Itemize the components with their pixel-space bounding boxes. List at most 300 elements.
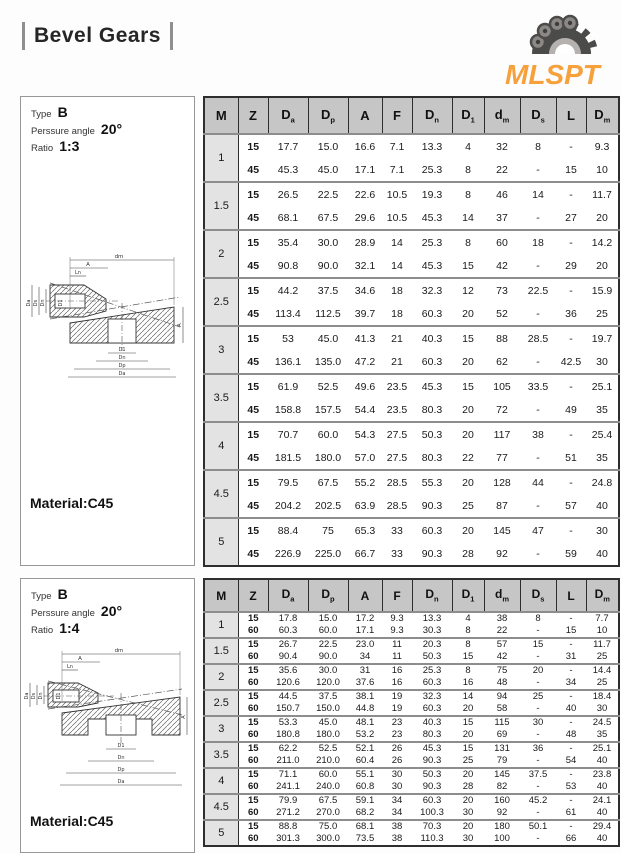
value-cell: 36 <box>520 742 556 755</box>
value-cell: 19 <box>391 703 403 714</box>
value-cell: 33.5 <box>520 374 556 398</box>
value-cell: 28.5 <box>386 499 408 512</box>
dim-dn-left: Dn <box>40 299 46 307</box>
dim-ds-left: Ds <box>33 299 39 307</box>
value-cell: 225.0 <box>314 547 342 560</box>
dim-da-left: Da <box>26 299 32 307</box>
value-cell: 50.3 <box>422 651 442 662</box>
value-cell: 90.3 <box>421 547 443 560</box>
col-header-l: L <box>556 579 586 612</box>
teeth-cell: 45 <box>247 307 260 320</box>
value-cell: 15 <box>462 651 474 662</box>
dim-dn: Dn <box>118 355 126 361</box>
value-cell: - <box>536 307 540 320</box>
value-cell: 23.8 <box>586 768 619 781</box>
value-cell: - <box>556 278 586 302</box>
module-cell: 5 <box>204 518 238 566</box>
dim-dm: dm <box>114 648 124 654</box>
value-cell: 4 <box>452 612 484 625</box>
value-cell: 271.2 <box>276 807 300 818</box>
table-row <box>204 625 619 638</box>
value-cell: 40 <box>596 547 608 560</box>
value-cell: 150.7 <box>276 703 300 714</box>
table-row <box>204 230 619 254</box>
value-cell: 10 <box>596 163 608 176</box>
value-cell: 22 <box>496 163 508 176</box>
value-cell: 270.0 <box>316 807 340 818</box>
value-cell: 25.3 <box>412 664 452 677</box>
col-header-a: A <box>348 97 382 134</box>
value-cell: 17.2 <box>348 612 382 625</box>
value-cell: 26 <box>391 755 403 766</box>
value-cell: 24.8 <box>586 470 619 494</box>
value-cell: 38.1 <box>348 690 382 703</box>
teeth-cell: 60 <box>247 781 259 792</box>
module-cell: 1.5 <box>204 182 238 230</box>
value-cell: 60.0 <box>318 625 338 636</box>
value-cell: 17.8 <box>268 612 308 625</box>
value-cell: 15 <box>462 259 474 272</box>
value-cell: 44.8 <box>355 703 375 714</box>
value-cell: 226.9 <box>274 547 302 560</box>
col-header-dp: $D_p$ <box>308 97 348 134</box>
dim-da-left: Da <box>24 692 30 700</box>
value-cell: 49.6 <box>348 374 382 398</box>
value-cell: 90.3 <box>422 781 442 792</box>
value-cell: 45.2 <box>520 794 556 807</box>
value-cell: 34 <box>565 677 577 688</box>
value-cell: 4 <box>452 134 484 158</box>
value-cell: 180.0 <box>316 729 340 740</box>
value-cell: 58 <box>496 703 508 714</box>
value-cell: 45.3 <box>421 259 443 272</box>
value-cell: 31 <box>348 664 382 677</box>
value-cell: 60 <box>484 230 520 254</box>
value-cell: 67.5 <box>308 794 348 807</box>
value-cell: 16 <box>391 677 403 688</box>
value-cell: 20 <box>596 211 608 224</box>
value-cell: 90.3 <box>422 755 442 766</box>
value-cell: 44 <box>520 470 556 494</box>
value-cell: - <box>556 326 586 350</box>
bevel-gear-drawing <box>22 247 193 387</box>
value-cell: - <box>556 638 586 651</box>
ratio-label: Ratio <box>31 625 54 636</box>
value-cell: - <box>536 833 540 844</box>
value-cell: 12 <box>452 278 484 302</box>
value-cell: 20 <box>462 703 474 714</box>
teeth-cell: 60 <box>247 651 259 662</box>
value-cell: 8 <box>520 134 556 158</box>
module-cell: 1 <box>204 134 238 182</box>
value-cell: 160 <box>484 794 520 807</box>
value-cell: 20 <box>452 470 484 494</box>
value-cell: 48 <box>496 677 508 688</box>
value-cell: - <box>556 690 586 703</box>
value-cell: 45.3 <box>412 374 452 398</box>
value-cell: 30 <box>462 833 474 844</box>
value-cell: 36 <box>565 307 577 320</box>
value-cell: 44.2 <box>268 278 308 302</box>
value-cell: 11.7 <box>586 638 619 651</box>
value-cell: 14 <box>520 182 556 206</box>
value-cell: 60.4 <box>355 755 375 766</box>
pressure-angle-label: Perssure angle <box>31 608 95 619</box>
value-cell: 65.3 <box>348 518 382 542</box>
table-row <box>204 638 619 651</box>
ratio-label: Ratio <box>31 143 54 154</box>
col-header-dn: $D_n$ <box>412 97 452 134</box>
value-cell: 38 <box>391 833 403 844</box>
value-cell: 8 <box>452 182 484 206</box>
spec-info <box>31 587 122 638</box>
value-cell: 22 <box>462 451 474 464</box>
brand-logo <box>503 10 615 88</box>
value-cell: 59 <box>565 547 577 560</box>
col-header-z: Z <box>238 579 268 612</box>
value-cell: 9.3 <box>586 134 619 158</box>
value-cell: 150.0 <box>316 703 340 714</box>
value-cell: 60.3 <box>421 355 443 368</box>
dim-d1: D1 <box>117 743 125 749</box>
value-cell: 70.7 <box>268 422 308 446</box>
value-cell: 16 <box>382 664 412 677</box>
value-cell: 42 <box>496 259 508 272</box>
value-cell: 67.5 <box>317 211 339 224</box>
value-cell: 40 <box>596 755 608 766</box>
module-cell: 3 <box>204 326 238 374</box>
value-cell: 25 <box>596 677 608 688</box>
value-cell: 24.1 <box>586 794 619 807</box>
value-cell: 15.9 <box>586 278 619 302</box>
value-cell: 120.6 <box>276 677 300 688</box>
table-row <box>204 807 619 820</box>
value-cell: 15 <box>565 625 577 636</box>
value-cell: 73.5 <box>355 833 375 844</box>
value-cell: 32.1 <box>354 259 376 272</box>
table-row <box>204 690 619 703</box>
module-cell: 4 <box>204 422 238 470</box>
table-row <box>204 716 619 729</box>
value-cell: 88.8 <box>268 820 308 833</box>
value-cell: 180.0 <box>314 451 342 464</box>
value-cell: 59.1 <box>348 794 382 807</box>
value-cell: 66 <box>565 833 577 844</box>
value-cell: 66.7 <box>354 547 376 560</box>
col-header-ds: $D_s$ <box>520 97 556 134</box>
dim-ln: Ln <box>67 664 73 670</box>
value-cell: 135.0 <box>314 355 342 368</box>
type-label: Type <box>31 591 52 602</box>
value-cell: 29.6 <box>354 211 376 224</box>
value-cell: 40.3 <box>412 326 452 350</box>
module-cell: 1.5 <box>204 638 238 664</box>
teeth-cell: 60 <box>247 703 259 714</box>
table-row <box>204 158 619 182</box>
teeth-cell: 15 <box>238 182 268 206</box>
value-cell: 204.2 <box>274 499 302 512</box>
value-cell: 19 <box>382 690 412 703</box>
table-row <box>204 254 619 278</box>
teeth-cell: 45 <box>247 163 260 176</box>
table-row <box>204 755 619 768</box>
value-cell: 181.5 <box>274 451 302 464</box>
value-cell: 158.8 <box>274 403 302 416</box>
value-cell: 145 <box>484 768 520 781</box>
value-cell: 45.0 <box>308 716 348 729</box>
value-cell: 16 <box>462 677 474 688</box>
value-cell: 55.1 <box>348 768 382 781</box>
col-header-dp: $D_p$ <box>308 579 348 612</box>
value-cell: 35 <box>596 451 608 464</box>
value-cell: 29.4 <box>586 820 619 833</box>
value-cell: 45.3 <box>421 211 443 224</box>
value-cell: 32 <box>484 134 520 158</box>
table-row <box>204 820 619 833</box>
value-cell: 61 <box>565 807 577 818</box>
value-cell: 30 <box>382 768 412 781</box>
col-header-dn: $D_n$ <box>412 579 452 612</box>
value-cell: 20 <box>462 355 474 368</box>
value-cell: 53.3 <box>268 716 308 729</box>
value-cell: 10 <box>596 625 608 636</box>
pressure-angle-value: 20° <box>100 121 123 137</box>
teeth-cell: 60 <box>247 755 259 766</box>
value-cell: 42.5 <box>560 355 582 368</box>
value-cell: 53 <box>565 781 577 792</box>
module-cell: 5 <box>204 820 238 846</box>
value-cell: - <box>556 612 586 625</box>
teeth-cell: 15 <box>238 422 268 446</box>
col-header-f: F <box>382 579 412 612</box>
value-cell: 73 <box>484 278 520 302</box>
teeth-cell: 60 <box>247 833 259 844</box>
value-cell: 75.0 <box>308 820 348 833</box>
value-cell: 27.5 <box>386 451 408 464</box>
table-row <box>204 470 619 494</box>
value-cell: 35 <box>596 729 608 740</box>
col-header-m: M <box>204 579 238 612</box>
value-cell: 45.0 <box>308 326 348 350</box>
value-cell: 54 <box>565 755 577 766</box>
col-header-dm: $D_m$ <box>586 97 619 134</box>
value-cell: 88.4 <box>268 518 308 542</box>
value-cell: 8 <box>452 230 484 254</box>
value-cell: 68.1 <box>348 820 382 833</box>
value-cell: 57.0 <box>354 451 376 464</box>
table-header-row <box>204 579 619 612</box>
module-cell: 1 <box>204 612 238 638</box>
value-cell: 7.1 <box>389 163 405 176</box>
value-cell: 25.3 <box>412 230 452 254</box>
value-cell: 48 <box>565 729 577 740</box>
value-cell: 31 <box>565 651 577 662</box>
dim-da: Da <box>118 371 126 377</box>
table-row <box>204 134 619 158</box>
value-cell: 94 <box>484 690 520 703</box>
value-cell: 20 <box>462 307 474 320</box>
value-cell: 32.3 <box>412 690 452 703</box>
module-cell: 2.5 <box>204 690 238 716</box>
module-cell: 4 <box>204 768 238 794</box>
table-row <box>204 794 619 807</box>
teeth-cell: 60 <box>247 677 259 688</box>
value-cell: 30.3 <box>422 625 442 636</box>
spec-panel-ratio-1-4 <box>20 578 195 853</box>
value-cell: 120.0 <box>316 677 340 688</box>
value-cell: 46 <box>484 182 520 206</box>
value-cell: 52.5 <box>308 742 348 755</box>
col-header-dm: $d_m$ <box>484 97 520 134</box>
value-cell: 42 <box>496 651 508 662</box>
value-cell: 27.5 <box>382 422 412 446</box>
value-cell: 57 <box>565 499 577 512</box>
value-cell: 28 <box>462 547 474 560</box>
value-cell: - <box>536 163 540 176</box>
value-cell: 18 <box>391 307 403 320</box>
dim-da: Da <box>117 779 125 785</box>
value-cell: 60.3 <box>412 794 452 807</box>
teeth-cell: 45 <box>247 451 260 464</box>
value-cell: 53.2 <box>355 729 375 740</box>
value-cell: 90.0 <box>318 651 338 662</box>
dim-ds-left: Ds <box>31 692 37 700</box>
teeth-cell: 15 <box>238 326 268 350</box>
value-cell: 11 <box>382 638 412 651</box>
dim-a-right: A <box>181 715 187 719</box>
value-cell: 52 <box>496 307 508 320</box>
value-cell: 50.3 <box>412 422 452 446</box>
value-cell: - <box>556 820 586 833</box>
value-cell: 20 <box>452 422 484 446</box>
module-cell: 2 <box>204 664 238 690</box>
value-cell: 20 <box>452 794 484 807</box>
value-cell: 53 <box>268 326 308 350</box>
table-row <box>204 729 619 742</box>
value-cell: 18 <box>382 278 412 302</box>
value-cell: 60.3 <box>278 625 298 636</box>
value-cell: - <box>556 422 586 446</box>
value-cell: 60.3 <box>422 677 442 688</box>
module-cell: 4.5 <box>204 470 238 518</box>
value-cell: 60.3 <box>421 307 443 320</box>
table-row <box>204 664 619 677</box>
dim-d1: D1 <box>118 347 126 353</box>
value-cell: - <box>536 651 540 662</box>
value-cell: 61.9 <box>268 374 308 398</box>
value-cell: 23.5 <box>382 374 412 398</box>
value-cell: 79.9 <box>268 794 308 807</box>
value-cell: 41.3 <box>348 326 382 350</box>
value-cell: 25.3 <box>421 163 443 176</box>
value-cell: 30.0 <box>308 230 348 254</box>
value-cell: - <box>556 518 586 542</box>
table-row <box>204 742 619 755</box>
value-cell: 60.0 <box>308 768 348 781</box>
teeth-cell: 15 <box>238 278 268 302</box>
value-cell: 20 <box>520 664 556 677</box>
value-cell: 90.0 <box>317 259 339 272</box>
value-cell: 13.3 <box>412 612 452 625</box>
value-cell: 68.2 <box>355 807 375 818</box>
value-cell: 90.3 <box>421 499 443 512</box>
col-header-da: $D_a$ <box>268 97 308 134</box>
value-cell: 20 <box>452 768 484 781</box>
value-cell: 25 <box>462 755 474 766</box>
value-cell: 300.0 <box>316 833 340 844</box>
value-cell: 25 <box>520 690 556 703</box>
value-cell: 79.5 <box>268 470 308 494</box>
value-cell: 19.3 <box>412 182 452 206</box>
bevel-gear-table-ratio-1-3 <box>203 96 620 567</box>
value-cell: 57 <box>484 638 520 651</box>
value-cell: 25 <box>596 307 608 320</box>
value-cell: 145 <box>484 518 520 542</box>
value-cell: - <box>536 211 540 224</box>
module-cell: 2 <box>204 230 238 278</box>
value-cell: 15.0 <box>308 134 348 158</box>
value-cell: 47 <box>520 518 556 542</box>
value-cell: 40.3 <box>412 716 452 729</box>
teeth-cell: 15 <box>238 638 268 651</box>
value-cell: 10.5 <box>382 182 412 206</box>
col-header-f: F <box>382 97 412 134</box>
value-cell: 68.1 <box>277 211 299 224</box>
value-cell: 40 <box>596 499 608 512</box>
value-cell: 62 <box>496 355 508 368</box>
value-cell: 60.0 <box>308 422 348 446</box>
value-cell: 115 <box>484 716 520 729</box>
value-cell: 25 <box>462 499 474 512</box>
dim-d1-left: D1 <box>56 692 62 700</box>
value-cell: 77 <box>496 451 508 464</box>
value-cell: 25.1 <box>586 374 619 398</box>
value-cell: 62.2 <box>268 742 308 755</box>
teeth-cell: 45 <box>247 211 260 224</box>
dim-d1-left: D1 <box>58 299 64 307</box>
value-cell: 210.0 <box>316 755 340 766</box>
value-cell: 9.3 <box>382 612 412 625</box>
bevel-gear-drawing <box>22 641 193 807</box>
value-cell: 69 <box>496 729 508 740</box>
value-cell: 10.5 <box>386 211 408 224</box>
bevel-gear-table-ratio-1-4 <box>203 578 620 847</box>
value-cell: 15.0 <box>308 612 348 625</box>
value-cell: 117 <box>484 422 520 446</box>
value-cell: 21 <box>391 355 403 368</box>
col-header-dm: $d_m$ <box>484 579 520 612</box>
dim-a: A <box>78 656 82 662</box>
value-cell: 20 <box>452 518 484 542</box>
value-cell: 37.5 <box>308 690 348 703</box>
dim-dp: Dp <box>117 767 125 773</box>
value-cell: 180.8 <box>276 729 300 740</box>
value-cell: 131 <box>484 742 520 755</box>
title-right-bar <box>170 22 173 50</box>
dim-a: A <box>86 262 90 268</box>
value-cell: 52.5 <box>308 374 348 398</box>
value-cell: 100.3 <box>420 807 444 818</box>
value-cell: 80.3 <box>422 729 442 740</box>
type-value: B <box>57 586 68 602</box>
value-cell: 15 <box>565 163 577 176</box>
dim-dm: dm <box>114 254 124 260</box>
value-cell: 34.6 <box>348 278 382 302</box>
value-cell: 30 <box>391 781 403 792</box>
value-cell: - <box>556 470 586 494</box>
table-row <box>204 206 619 230</box>
value-cell: 128 <box>484 470 520 494</box>
